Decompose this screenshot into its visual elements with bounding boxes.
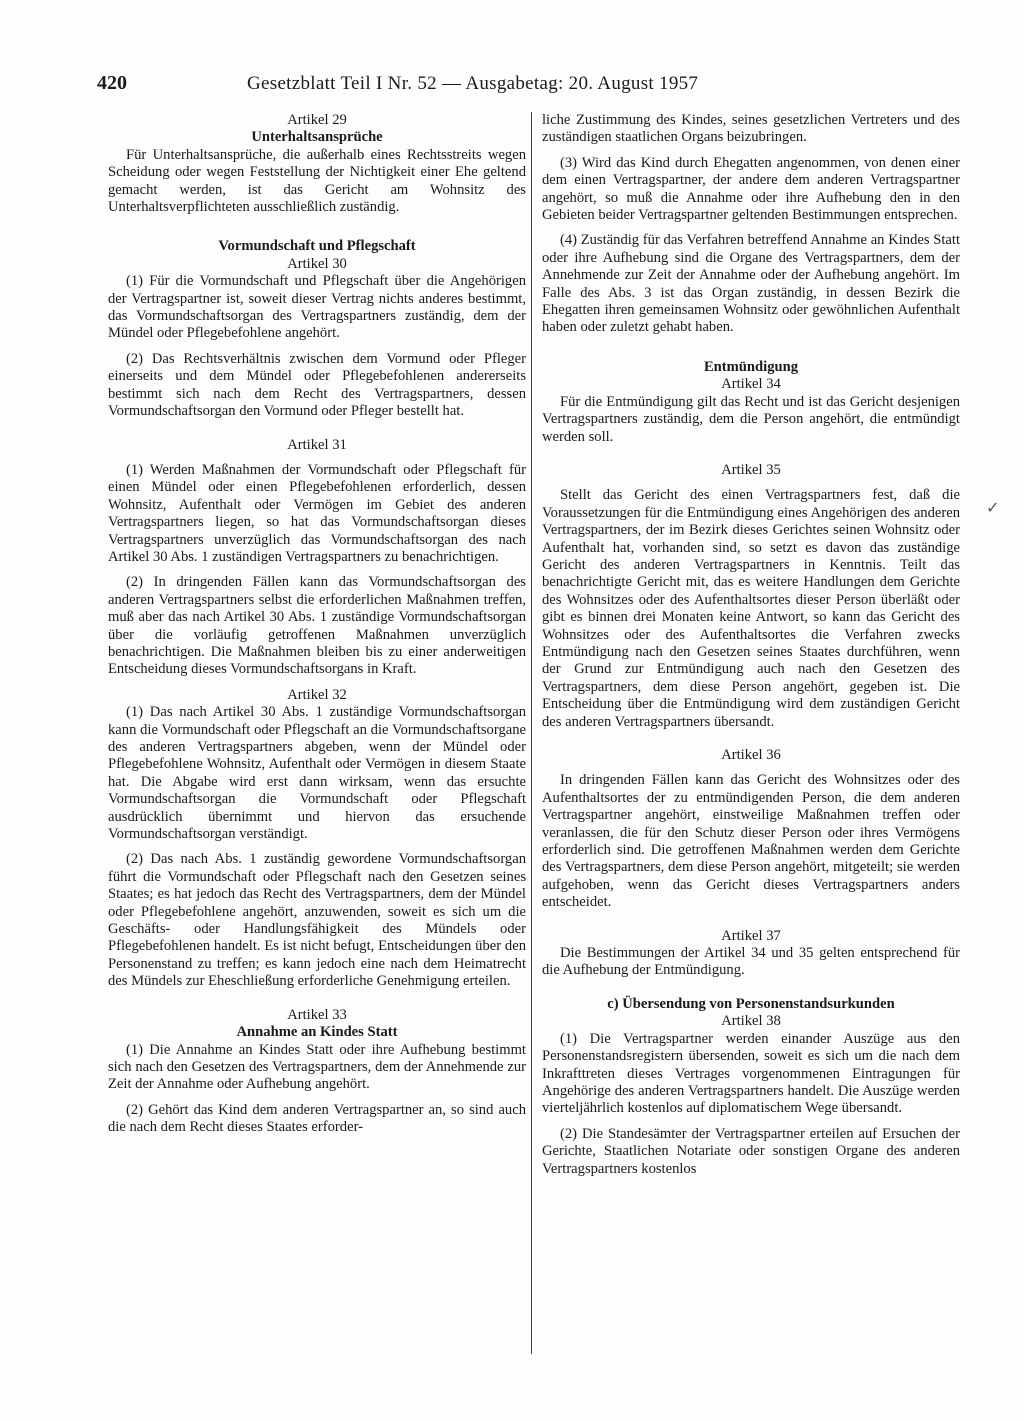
article-33-para-2: (2) Gehört das Kind dem anderen Vertragspartner an, so sind auch die nach dem Recht dieses Staates erforder- [108, 1101, 526, 1136]
right-column [542, 112, 960, 1178]
article-32-label: Artikel 32 [287, 686, 347, 703]
article-31-para-2: (2) In dringenden Fällen kann das Vormundschaftsorgan des anderen Vertragspartners selbst die erforderlichen Maßnahmen treffen, muß aber das nach Artikel 30 Abs. 1 zuständige Vormundschaftsorgan über die vorläufig getroffenen Maßnahmen unverzüglich benachrichtigen. Die Maßnahmen bleiben bis zu einer anderweitigen Entscheidung dieses Vormundschaftsorgans in Kraft. [108, 574, 526, 678]
article-33-label: Artikel 33 [287, 1006, 347, 1023]
article-30-para-2: (2) Das Rechtsverhältnis zwischen dem Vormund oder Pfleger einerseits und dem Mündel oder Pflegebefohlenen andererseits bestimmt sich nach dem Recht des Vertragspartners, dessen Vormundschaftsorgan den Vormund oder Pfleger bestellt hat. [108, 350, 526, 420]
gazette-title: Gesetzblatt Teil I Nr. 52 — Ausgabetag: 20. August 1957 [247, 73, 699, 94]
article-37-label: Artikel 37 [721, 927, 781, 944]
page-header [97, 72, 979, 95]
margin-check-mark-icon: ✓ [986, 500, 1000, 517]
article-29-heading: Unterhaltsansprüche [251, 129, 383, 146]
article-34-label: Artikel 34 [721, 376, 781, 393]
article-34-text: Für die Entmündigung gilt das Recht und ist das Gericht desjenigen Vertragspartners zuständig, dem die Person angehört, die entmündigt werden soll. [542, 393, 960, 445]
article-36-text: In dringenden Fällen kann das Gericht des Wohnsitzes oder des Aufenthaltsortes der zu entmündigenden Person, die dem anderen Vertragspartner angehört, einstweilige Maßnahmen treffen oder veranlassen, die für den Schutz dieser Person oder ihres Vermögens erforderlich sind. Die getroffenen Maßnahmen werden dem Gerichte des Vertragspartners, dem diese Person angehört, mitgeteilt; sie werden aufgehoben, wenn das Gericht dieses Vertragspartners anders entscheidet. [542, 772, 960, 911]
article-35-text: Stellt das Gericht des einen Vertragspartners fest, daß die Voraussetzungen für die Entmündigung eines Angehörigen des anderen Vertragspartners, der im Bezirk dieses Gerichtes seinen Wohnsitz oder Aufenthalt hat, vorhanden sind, so setzt es davon das zuständige Gericht des anderen Vertragspartners in Kenntnis. Teilt das benachrichtigte Gericht mit, das es weitere Handlungen dem Gerichte des Wohnsitzes oder des Aufenthaltsortes dieser Person überläßt oder gibt es binnen drei Monaten keine Antwort, so kann das Gericht des Wohnsitzes oder des Aufenthaltsortes die Verfahren zwecks Entmündigung nach den Gesetzen seines Staates durchführen, wenn der Grund zur Entmündigung auch nach den Gesetzen des Vertragspartners, dem diese Person angehört, gegeben ist. Die Entscheidung über die Entmündigung wird dem zuständigen Gericht des anderen Vertragspartners übersandt. [542, 487, 960, 730]
article-31-para-1: (1) Werden Maßnahmen der Vormundschaft oder Pflegschaft für einen Mündel oder einen Pflegebefohlenen erforderlich, dessen Wohnsitz, Aufenthalt oder Vermögen im Gebiet des anderen Vertragspartners liegen, so hat das Vormundschaftsorgan dieses Vertragspartners unverzüglich das Vormundschaftsorgan des nach Artikel 30 Abs. 1 zuständigen Vertragspartners zu benachrichtigen. [108, 461, 526, 565]
left-column [108, 112, 526, 1137]
article-33-para-2-continued: liche Zustimmung des Kindes, seines gesetzlichen Vertreters und des zuständigen staatlichen Organs beizubringen. [542, 112, 960, 146]
article-38-label: Artikel 38 [721, 1013, 781, 1030]
article-30-para-1: (1) Für die Vormundschaft und Pflegschaft über die Angehörigen der Vertragspartner ist, soweit dieser Vertrag nichts anderes bestimmt, das Vormundschaftsorgan des Vertragspartners zuständig, dem der Mündel oder Pflegebefohlene angehört. [108, 273, 526, 342]
article-32-para-1: (1) Das nach Artikel 30 Abs. 1 zuständige Vormundschaftsorgan kann die Vormundschaft oder Pflegschaft an die Vormundschaftsorgane des anderen Vertragspartners abgeben, wenn der Mündel oder Pflegebefohlene Wohnsitz, Aufenthalt oder Vermögen in diesem Staate hat. Die Abgabe wird erst dann wirksam, wenn das ersuchte Vormundschaftsorgan die Vormundschaft oder Pflegschaft ausdrücklich übernimmt und hiervon das ersuchende Vormundschaftsorgan verständigt. [108, 704, 526, 843]
article-32-para-2: (2) Das nach Abs. 1 zuständig gewordene Vormundschaftsorgan führt die Vormundschaft oder Pflegschaft nach den Gesetzen seines Staates; es hat jedoch das Recht des Vertragspartners, dem der Mündel oder Pflegebefohlene angehört, anzuwenden, soweit es sich um die Geschäfts- oder Handlungsfähigkeit des Mündels oder Pflegebefohlenen handelt. Es ist nicht befugt, Entscheidungen über den Personenstand zu treffen; es kann jedoch eine nach dem Heimatrecht des Mündels zur Eheschließung erforderliche Genehmigung erteilen. [108, 851, 526, 990]
column-divider [531, 112, 532, 1354]
article-31-label: Artikel 31 [287, 436, 347, 453]
section-heading-entmuendigung: Entmündigung [703, 358, 799, 375]
section-heading-personenstand: c) Übersendung von Personenstandsurkunden [607, 995, 895, 1012]
article-38-para-1: (1) Die Vertragspartner werden einander Auszüge aus den Personenstandsregistern übersenden, soweit es sich um die nach dem Inkrafttreten dieses Vertrages vorgenommenen Eintragungen für Angehörige des anderen Vertragspartners handelt. Die Auszüge werden vierteljährlich kostenlos auf diplomatischem Wege übersandt. [542, 1030, 960, 1117]
article-33-para-4: (4) Zuständig für das Verfahren betreffend Annahme an Kindes Statt oder ihre Aufhebung sind die Organe des Vertragspartners, dem der Annehmende zur Zeit der Annahme oder der Aufhebung angehört. Im Falle des Abs. 3 ist das Organ zuständig, in dessen Bezirk die Ehegatten ihren gemeinsamen Wohnsitz oder gewöhnlichen Aufenthalt haben oder zuletzt gehabt haben. [542, 232, 960, 336]
article-29-label: Artikel 29 [287, 112, 347, 128]
article-33-para-3: (3) Wird das Kind durch Ehegatten angenommen, von denen einer dem einen Vertragspartner, der andere dem anderen Vertragspartner angehört, so muß die Annahme oder ihre Aufhebung den in den Gebieten beider Vertragspartner geltenden Bestimmungen entsprechen. [542, 154, 960, 224]
article-29-text: Für Unterhaltsansprüche, die außerhalb eines Rechtsstreits wegen Scheidung oder wegen Feststellung der Nichtigkeit einer Ehe geltend gemacht werden, ist das Gericht am Wohnsitz des Unterhaltsverpflichteten ausschließlich zuständig. [108, 146, 526, 216]
section-heading-vormundschaft: Vormundschaft und Pflegschaft [218, 238, 416, 255]
article-35-label: Artikel 35 [721, 461, 781, 478]
article-36-label: Artikel 36 [721, 747, 781, 763]
page-number: 420 [97, 72, 127, 94]
article-30-label: Artikel 30 [287, 255, 347, 272]
article-33-para-1: (1) Die Annahme an Kindes Statt oder ihre Aufhebung bestimmt sich nach den Gesetzen des Vertragspartners, dem der Annehmende zur Zeit der Annahme oder Aufhebung angehört. [108, 1041, 526, 1093]
article-38-para-2: (2) Die Standesämter der Vertragspartner erteilen auf Ersuchen der Gerichte, Staatlichen Notariate oder sonstigen Organe des anderen Vertragspartners kostenlos [542, 1125, 960, 1177]
article-33-heading: Annahme an Kindes Statt [236, 1024, 398, 1041]
article-37-text: Die Bestimmungen der Artikel 34 und 35 gelten entsprechend für die Aufhebung der Entmündigung. [542, 945, 960, 979]
